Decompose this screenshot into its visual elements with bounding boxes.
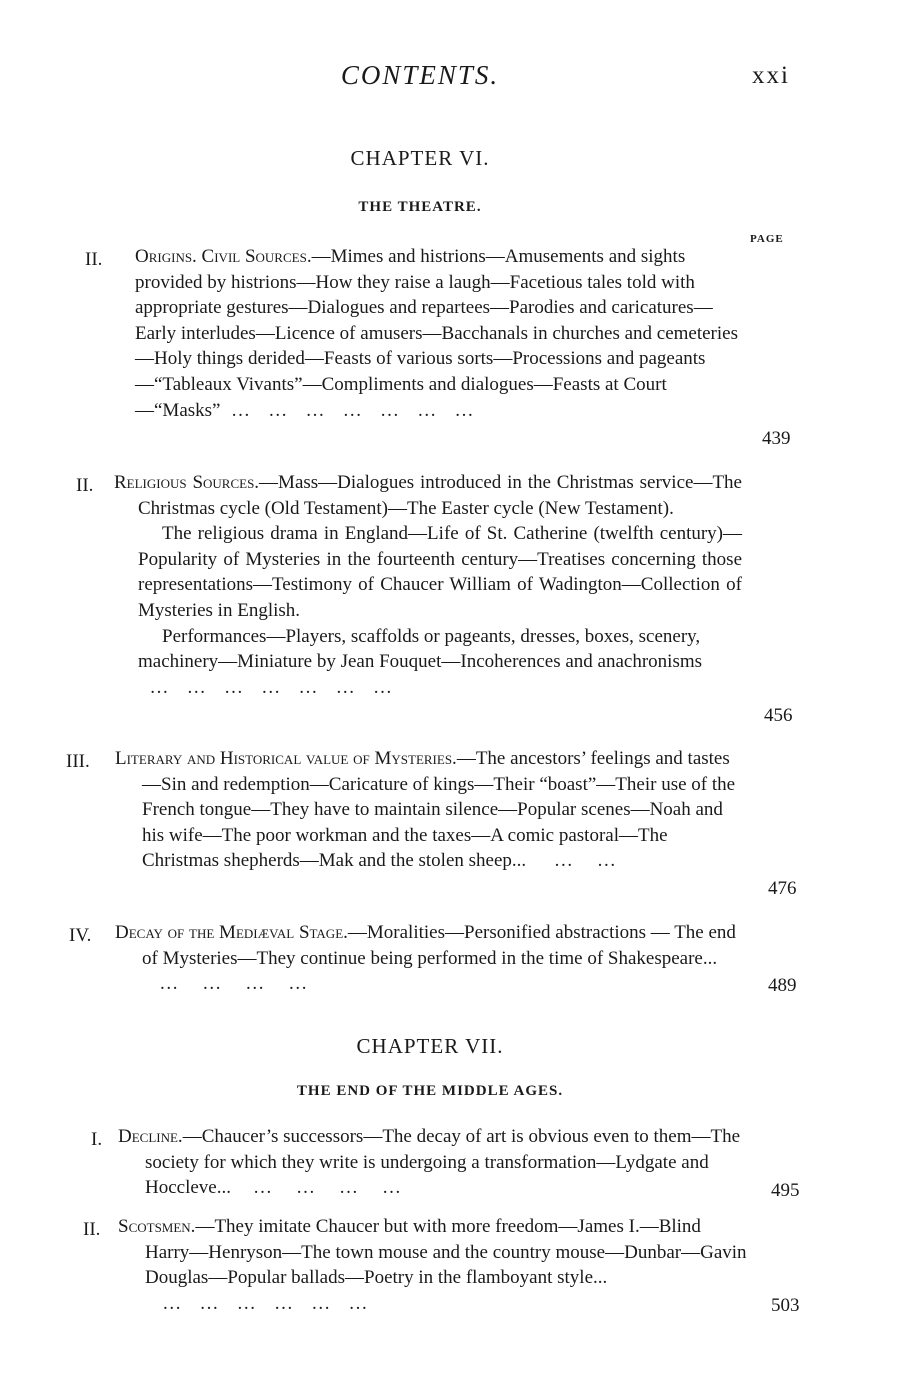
entry-numeral: IV. [69,925,92,946]
entry-numeral: II. [85,249,103,270]
entry-numeral: I. [91,1129,103,1150]
leader-dots: … … … … [142,973,309,995]
leader-dots: … … … … … … … [225,399,475,421]
entry-text: —They imitate Chaucer but with more freedom—James I.—Blind Harry—Henryson—The town mouse and the country mouse—Dunbar—Gavin Douglas—Popular ballads—Poetry in the flamboyant style... [145,1216,747,1289]
entry-text: —Mass—Dialogues introduced in the Christmas service—The Christmas cycle (Old Testament)—The Easter cycle (New Testament). [138,472,742,519]
running-header-title: CONTENTS. [340,60,500,90]
entry-text: —The ancestors’ feelings and tastes—Sin and redemption—Caricature of kings—Their “boast”—Their use of the French tongue—They have to maintain silence—Popular scenes—Noah and his wife—The poor workman and the taxes—A comic pastoral—The Christmas shepherds—Mak and the stolen sheep... [142,748,736,872]
entry-text: —Chaucer’s successors—The decay of art is obvious even to them—The society for which they write is undergoing a transformation—Lydgate and Hoccleve... [145,1126,741,1199]
entry-heading: Decay of the Mediæval Stage. [115,922,348,943]
running-header-page-number: xxi [752,62,790,89]
toc-entry-origins[interactable] [85,244,740,423]
entry-page-number: 503 [771,1295,800,1316]
entry-heading: Religious Sources. [114,472,260,493]
entry-page-number: 456 [764,705,793,726]
chapter-6-title: CHAPTER VI. [350,146,490,170]
entry-heading: Decline. [118,1126,183,1147]
entry-page-number: 489 [768,975,797,996]
toc-entry-literary-value[interactable] [66,746,746,874]
toc-entry-scotsmen[interactable] [83,1214,749,1316]
page-column-label: PAGE [750,233,784,245]
entry-numeral: II. [76,475,94,496]
entry-page-number: 495 [771,1180,800,1201]
chapter-7-title: CHAPTER VII. [356,1034,504,1058]
entry-numeral: III. [66,751,90,772]
chapter-6-subtitle: THE THEATRE. [358,199,482,215]
leader-dots: … … … … … … [145,1292,369,1314]
entry-page-number: 439 [762,428,791,449]
entry-heading: Literary and Historical value of Mysteries. [115,748,457,769]
entry-paragraph: The religious drama in England—Life of St. Catherine (twelfth century)—Popularity of Mysteries in the fourteenth century—Treatises concerning those representations—Testimony of Chaucer William of Wadington—Collection of Mysteries in English. [138,523,742,621]
entry-text: —Moralities—Personified abstractions — The end of Mysteries—They continue being performed in the time of Shakespeare... [142,922,736,969]
toc-entry-decline[interactable] [91,1124,749,1201]
chapter-7-subtitle: THE END OF THE MIDDLE AGES. [296,1083,564,1099]
entry-text: —Mimes and histrions—Amusements and sights provided by histrions—How they raise a laugh—Facetious tales told with appropriate gestures—Dialogues and repartees—Parodies and caricatures—Early interludes—Licence of amusers—Bacchanals in churches and cemeteries—Holy things derided—Feasts of various sorts—Processions and pageants—“Tableaux Vivants”—Compliments and dialogues—Feasts at Court—“Masks” [135,246,738,421]
entry-page-number: 476 [768,878,797,899]
entry-paragraph: Performances—Players, scaffolds or pageants, dresses, boxes, scenery, machinery—Miniature by Jean Fouquet—Incoherences and anachronisms [138,625,703,673]
entry-numeral: II. [83,1219,101,1240]
leader-dots: … … … … … … … [138,676,393,698]
entry-heading: Origins. Civil Sources. [135,246,312,267]
toc-entry-decay-of-stage[interactable] [69,920,746,997]
toc-entry-religious-sources[interactable] [76,470,742,700]
leader-dots: … … [530,850,617,872]
leader-dots: … … … … [235,1177,402,1199]
entry-heading: Scotsmen. [118,1216,196,1237]
